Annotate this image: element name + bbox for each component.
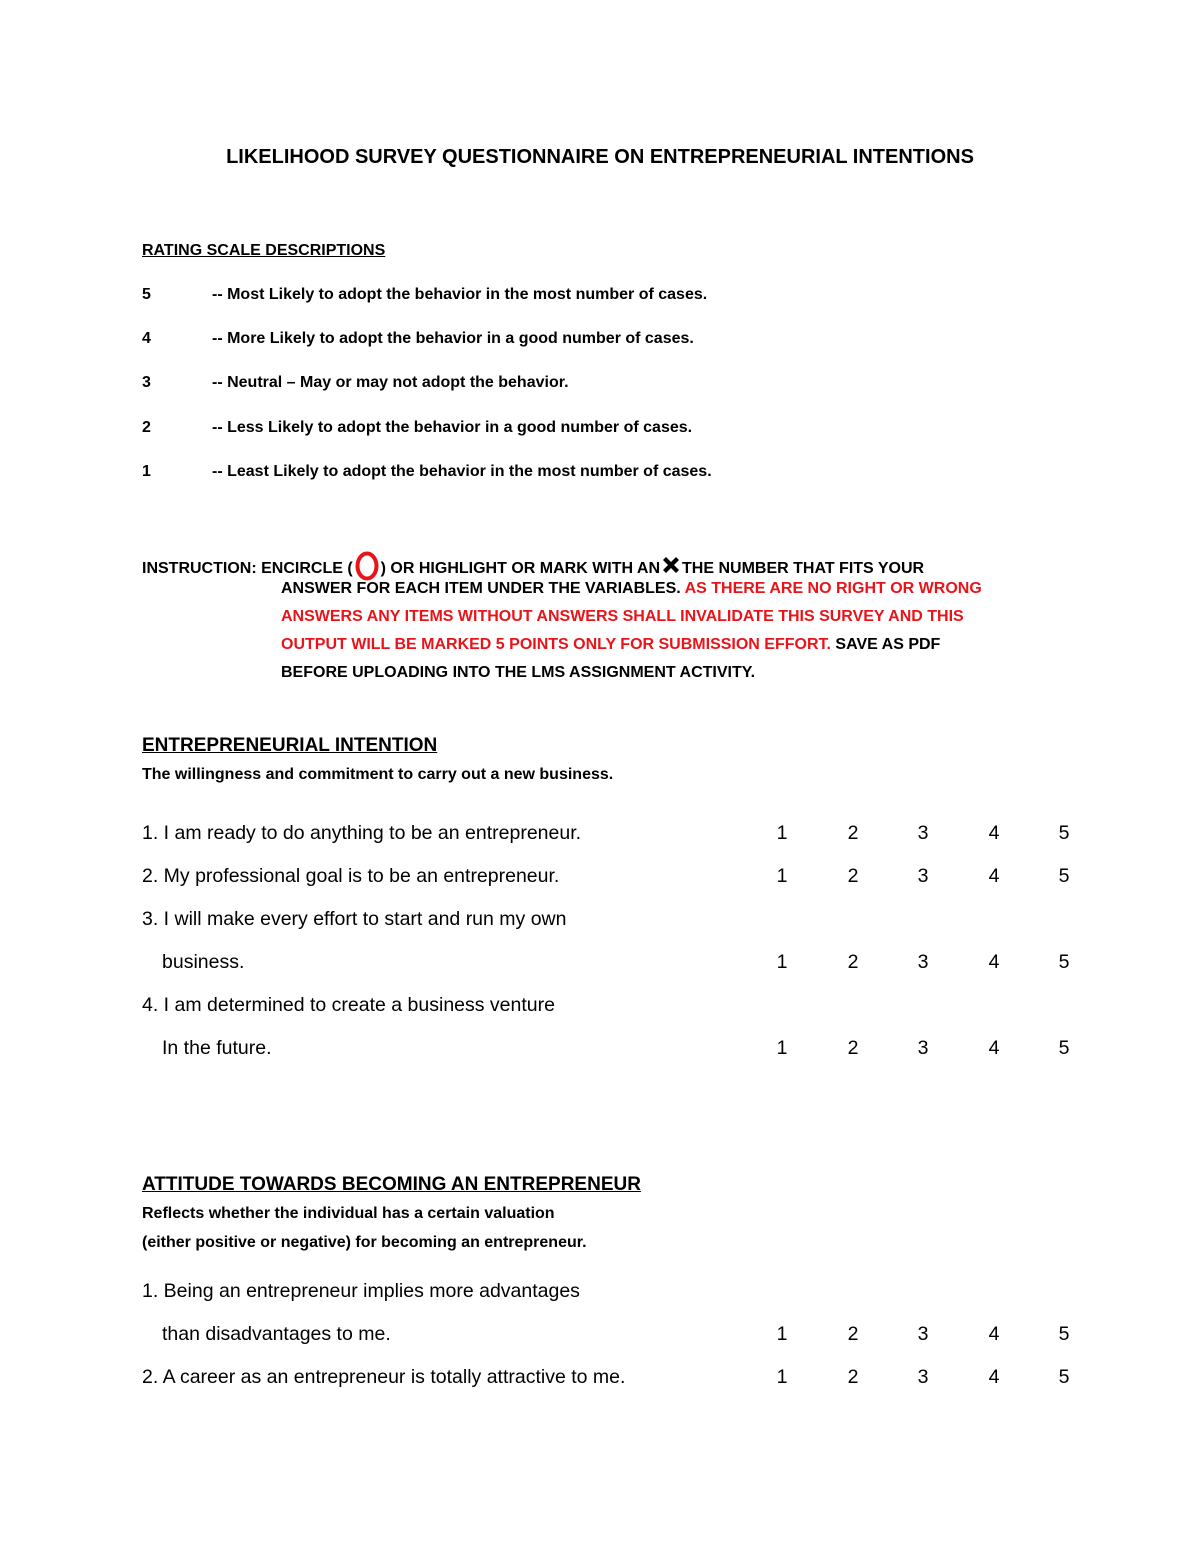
question-item: 1. I am ready to do anything to be an entrepreneur. [142,822,582,844]
scale-number: 1 [142,463,151,480]
scale-number: 2 [142,419,151,436]
page-title: LIKELIHOOD SURVEY QUESTIONNAIRE ON ENTREPRENEURIAL INTENTIONS [226,146,974,168]
scale-description: -- Less Likely to adopt the behavior in a good number of cases. [212,419,693,436]
rating-option[interactable]: 4 [988,1037,1000,1059]
question-item: 2. A career as an entrepreneur is totally attractive to me. [142,1366,626,1388]
rating-option[interactable]: 2 [847,822,859,844]
question-item: 1. Being an entrepreneur implies more advantages [142,1280,580,1302]
instruction-label: INSTRUCTION: ENCIRCLE ( [142,560,353,577]
rating-option[interactable]: 5 [1058,865,1070,887]
instruction-line-2: ANSWER FOR EACH ITEM UNDER THE VARIABLES. AS THERE ARE NO RIGHT OR WRONG [281,580,982,597]
scale-number: 3 [142,374,151,391]
question-item-continued: than disadvantages to me. [162,1323,391,1345]
rating-option[interactable]: 3 [917,865,929,887]
rating-option[interactable]: 4 [988,1323,1000,1345]
instruction-line-3: ANSWERS ANY ITEMS WITHOUT ANSWERS SHALL INVALIDATE THIS SURVEY AND THIS [281,608,964,625]
rating-option[interactable]: 1 [776,822,788,844]
question-item-continued: business. [162,951,245,973]
rating-option[interactable]: 2 [847,1323,859,1345]
scale-description: -- Least Likely to adopt the behavior in the most number of cases. [212,463,712,480]
rating-option[interactable]: 5 [1058,951,1070,973]
rating-option[interactable]: 2 [847,1037,859,1059]
section-definition: Reflects whether the individual has a certain valuation [142,1205,555,1222]
section-title: ATTITUDE TOWARDS BECOMING AN ENTREPRENEUR [142,1174,641,1195]
scale-number: 4 [142,330,151,347]
section-definition: The willingness and commitment to carry out a new business. [142,766,614,783]
rating-option[interactable]: 4 [988,1366,1000,1388]
rating-option[interactable]: 3 [917,1323,929,1345]
rating-option[interactable]: 3 [917,1366,929,1388]
instruction-line-1: INSTRUCTION: ENCIRCLE ( ) OR HIGHLIGHT OR MARK WITH AN THE NUMBER THAT FITS YOUR [142,551,924,581]
instruction-line-4: OUTPUT WILL BE MARKED 5 POINTS ONLY FOR SUBMISSION EFFORT. SAVE AS PDF [281,636,941,653]
rating-option[interactable]: 2 [847,951,859,973]
rating-option[interactable]: 3 [917,1037,929,1059]
rating-option[interactable]: 5 [1058,1323,1070,1345]
rating-option[interactable]: 1 [776,1323,788,1345]
rating-option[interactable]: 1 [776,1037,788,1059]
section-definition: (either positive or negative) for becoming an entrepreneur. [142,1234,587,1251]
rating-option[interactable]: 3 [917,951,929,973]
rating-option[interactable]: 5 [1058,1366,1070,1388]
question-item: 2. My professional goal is to be an entrepreneur. [142,865,560,887]
rating-option[interactable]: 2 [847,1366,859,1388]
scale-description: -- Neutral – May or may not adopt the behavior. [212,374,569,391]
rating-option[interactable]: 1 [776,865,788,887]
instruction-line-5: BEFORE UPLOADING INTO THE LMS ASSIGNMENT ACTIVITY. [281,664,756,681]
black-x-mark-icon [660,554,682,576]
rating-option[interactable]: 4 [988,865,1000,887]
scale-description: -- More Likely to adopt the behavior in a good number of cases. [212,330,694,347]
rating-option[interactable]: 2 [847,865,859,887]
question-item-continued: In the future. [162,1037,272,1059]
red-circle-icon [355,551,379,581]
rating-option[interactable]: 1 [776,1366,788,1388]
section-title: ENTREPRENEURIAL INTENTION [142,735,438,756]
rating-option[interactable]: 3 [917,822,929,844]
question-item: 4. I am determined to create a business venture [142,994,555,1016]
rating-option[interactable]: 4 [988,822,1000,844]
scale-number: 5 [142,286,151,303]
rating-option[interactable]: 5 [1058,1037,1070,1059]
rating-option[interactable]: 1 [776,951,788,973]
rating-option[interactable]: 4 [988,951,1000,973]
rating-scale-heading: RATING SCALE DESCRIPTIONS [142,242,386,259]
scale-description: -- Most Likely to adopt the behavior in the most number of cases. [212,286,708,303]
rating-option[interactable]: 5 [1058,822,1070,844]
question-item: 3. I will make every effort to start and run my own [142,908,567,930]
